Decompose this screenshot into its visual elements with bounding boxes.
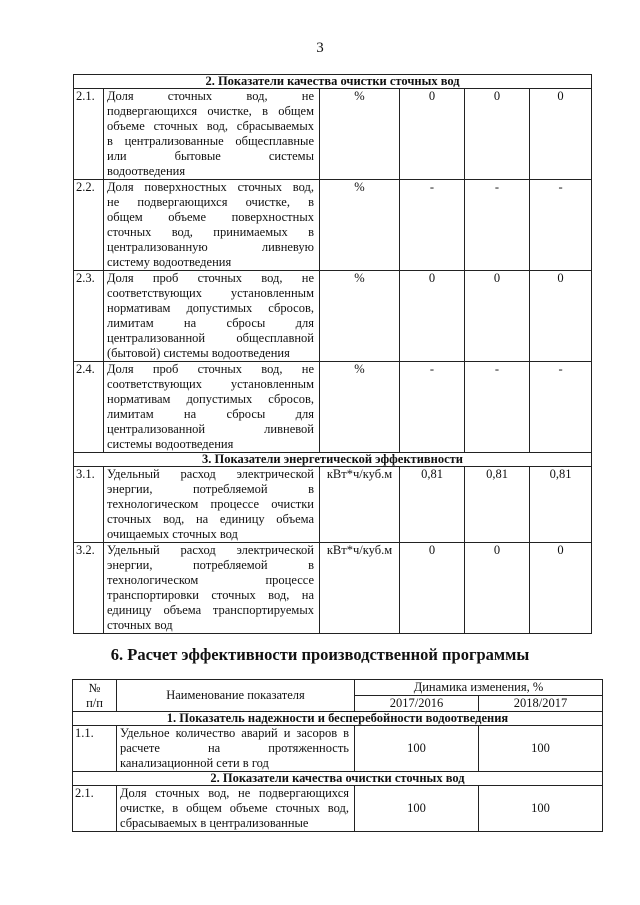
row-description: [104, 467, 320, 543]
section-1-header-row: [73, 712, 603, 726]
description-line: Удельный расход электрической: [107, 467, 314, 481]
row-value-3: -: [530, 180, 592, 271]
row-value-2: 0: [465, 89, 530, 180]
description-line: Удельное количество аварий и засоров в: [120, 726, 349, 740]
row-number: 2.2.: [74, 180, 104, 271]
description-line: очищаемых сточных вод: [107, 527, 238, 541]
row-value-3: 0: [530, 89, 592, 180]
table-row: [73, 726, 603, 772]
col-header-number: [73, 680, 117, 712]
row-number: 2.3.: [74, 271, 104, 362]
row-value-1: 0: [400, 543, 465, 634]
row-description: [104, 180, 320, 271]
description-line: транспортировки сточных вод, на: [107, 588, 314, 602]
table-row: [74, 271, 592, 362]
description-line: Доля проб сточных вод, не: [107, 271, 314, 285]
row-value-2: 0: [465, 271, 530, 362]
row-value-3: 0: [530, 543, 592, 634]
row-value-1: -: [400, 362, 465, 453]
section-2-title: 2. Показатели качества очистки сточных вод: [73, 772, 603, 786]
description-line: не подвергающихся очистке, в: [107, 195, 314, 209]
description-line: соответствующих установленным: [107, 286, 314, 300]
description-line: технологическом процессе очистки: [107, 497, 314, 511]
section-6-heading: 6. Расчет эффективности производственной программы: [110, 645, 530, 664]
description-line: централизованной общесплавной: [107, 331, 314, 345]
description-line: Доля сточных вод, не подвергающихся: [120, 786, 349, 800]
description-line: подвергающихся очистке, в общем: [107, 104, 314, 118]
description-line: технологическом процессе: [107, 573, 314, 587]
row-value-2: -: [465, 362, 530, 453]
row-description: [104, 362, 320, 453]
description-line: сточных вод: [107, 618, 173, 632]
table-row: [74, 89, 592, 180]
row-number: 2.1.: [74, 89, 104, 180]
section-3-header-row: [74, 453, 592, 467]
row-value-1: 100: [355, 786, 479, 832]
table-row: [74, 180, 592, 271]
row-value-3: -: [530, 362, 592, 453]
description-line: сбрасываемых в централизованные: [120, 816, 309, 830]
description-line: централизованную ливневую: [107, 240, 314, 254]
table-row: [74, 543, 592, 634]
row-number: 1.1.: [73, 726, 117, 772]
row-value-2: 0,81: [465, 467, 530, 543]
description-line: или бытовые системы: [107, 149, 314, 163]
col-header-year-1: 2017/2016: [355, 696, 479, 712]
description-line: Доля поверхностных сточных вод,: [107, 180, 314, 194]
row-unit: %: [320, 180, 400, 271]
row-value-1: 0: [400, 89, 465, 180]
row-unit: кВт*ч/куб.м: [320, 467, 400, 543]
row-value-1: -: [400, 180, 465, 271]
indicators-table: [73, 74, 592, 634]
row-value-2: 100: [479, 786, 603, 832]
description-line: энергии, потребляемой в: [107, 482, 314, 496]
description-line: расчете на протяженность: [120, 741, 349, 755]
row-description: [117, 726, 355, 772]
description-line: общем объеме поверхностных: [107, 210, 314, 224]
row-description: [104, 271, 320, 362]
header-row: [73, 680, 603, 696]
row-value-1: 0,81: [400, 467, 465, 543]
section-2-title: 2. Показатели качества очистки сточных вод: [74, 75, 592, 89]
row-unit: кВт*ч/куб.м: [320, 543, 400, 634]
description-line: объеме сточных вод, сбрасываемых: [107, 119, 314, 133]
section-2-header-row: [73, 772, 603, 786]
col-header-number-line2: п/п: [86, 695, 103, 710]
row-value-2: 0: [465, 543, 530, 634]
description-line: сточных вод, на единицу объема: [107, 512, 314, 526]
row-number: 2.4.: [74, 362, 104, 453]
row-description: [117, 786, 355, 832]
description-line: Удельный расход электрической: [107, 543, 314, 557]
description-line: Доля проб сточных вод, не: [107, 362, 314, 376]
description-line: централизованной ливневой: [107, 422, 314, 436]
row-unit: %: [320, 89, 400, 180]
description-line: водоотведения: [107, 164, 186, 178]
page-number: 3: [316, 40, 324, 56]
description-line: Доля сточных вод, не: [107, 89, 314, 103]
col-header-dynamic: Динамика изменения, %: [355, 680, 603, 696]
description-line: сточных вод, принимаемых в: [107, 225, 314, 239]
row-value-1: 0: [400, 271, 465, 362]
row-number: 2.1.: [73, 786, 117, 832]
row-number: 3.2.: [74, 543, 104, 634]
description-line: системы водоотведения: [107, 437, 234, 451]
description-line: единицу объема транспортируемых: [107, 603, 314, 617]
row-unit: %: [320, 362, 400, 453]
description-line: соответствующих установленным: [107, 377, 314, 391]
efficiency-table: [72, 679, 603, 832]
description-line: очистке, в общем объеме сточных вод,: [120, 801, 349, 815]
row-description: [104, 89, 320, 180]
row-value-3: 0: [530, 271, 592, 362]
section-3-title: 3. Показатели энергетической эффективности: [74, 453, 592, 467]
description-line: энергии, потребляемой в: [107, 558, 314, 572]
row-number: 3.1.: [74, 467, 104, 543]
description-line: (бытовой) системы водоотведения: [107, 346, 290, 360]
row-value-2: 100: [479, 726, 603, 772]
row-description: [104, 543, 320, 634]
description-line: систему водоотведения: [107, 255, 232, 269]
col-header-number-line1: №: [88, 680, 101, 695]
description-line: нормативам допустимых сбросов,: [107, 301, 314, 315]
description-line: канализационной сети в год: [120, 756, 269, 770]
description-line: лимитам на сбросы для: [107, 316, 314, 330]
table-row: [74, 467, 592, 543]
col-header-year-2: 2018/2017: [479, 696, 603, 712]
section-1-title: 1. Показатель надежности и бесперебойности водоотведения: [73, 712, 603, 726]
description-line: нормативам допустимых сбросов,: [107, 392, 314, 406]
table-row: [73, 786, 603, 832]
row-unit: %: [320, 271, 400, 362]
row-value-2: -: [465, 180, 530, 271]
row-value-3: 0,81: [530, 467, 592, 543]
description-line: в централизованные общесплавные: [107, 134, 314, 148]
row-value-1: 100: [355, 726, 479, 772]
col-header-name: Наименование показателя: [117, 680, 355, 712]
section-2-header-row: [74, 75, 592, 89]
table-row: [74, 362, 592, 453]
description-line: лимитам на сбросы для: [107, 407, 314, 421]
